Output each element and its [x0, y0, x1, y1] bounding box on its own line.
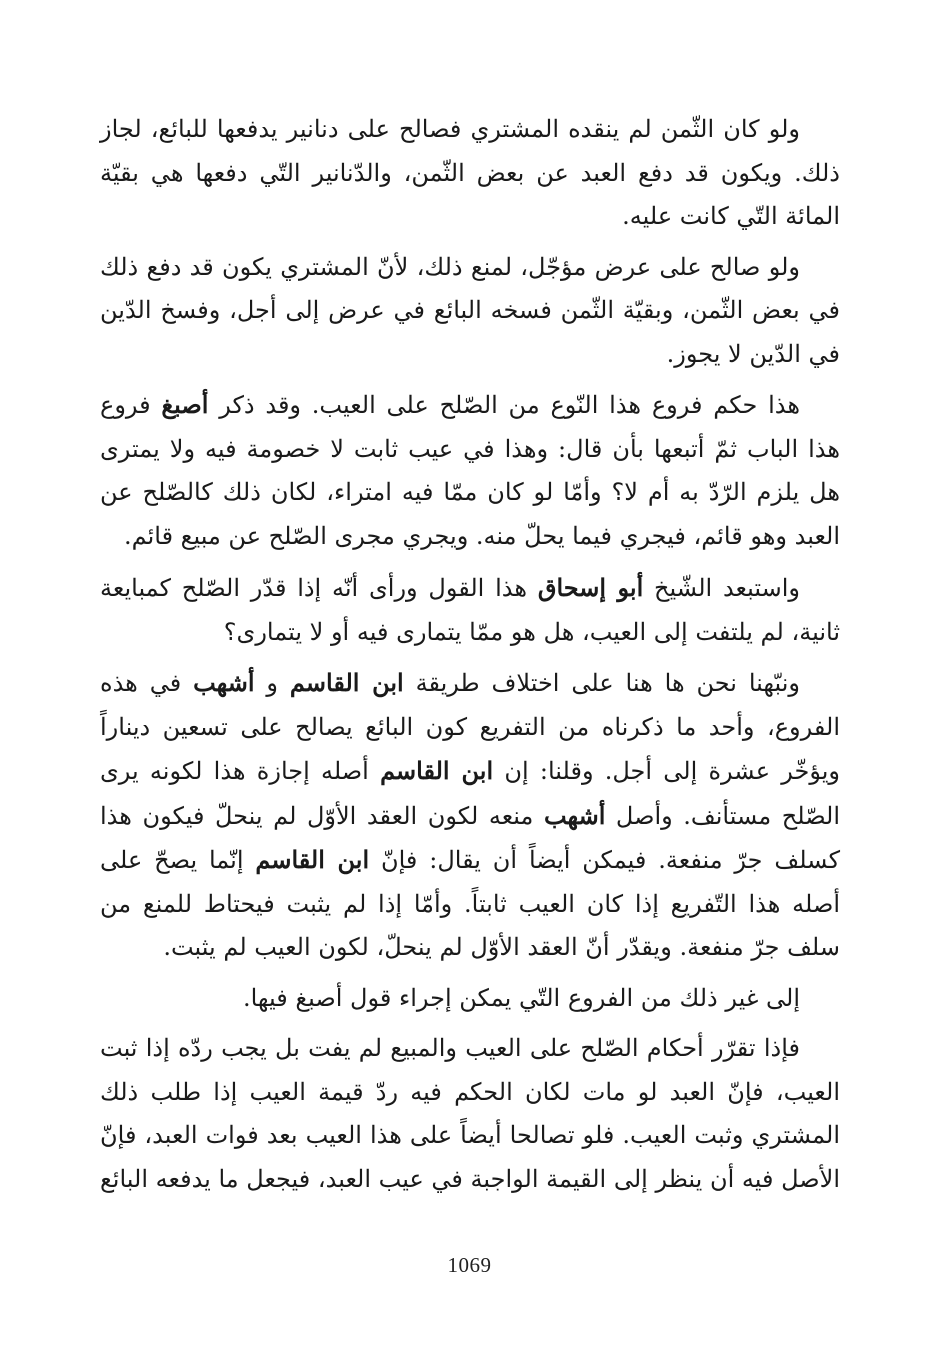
paragraph-3-text-b: فروع هذا الباب ثمّ أتبعها بأن قال: وهذا في عيب ثابت لا خصومة فيه ولا يمترى هل يلزم الرّدّ به أم لا؟ وأمّا لو كان ممّا فيه امتراء، لكان ذلك كالصّلح عن العبد وهو قائم، فيجري فيما يحلّ منه. ويجري مجرى الصّلح عن مبيع قائم. — [100, 391, 840, 550]
paragraph-2 — [100, 246, 840, 377]
paragraph-7 — [100, 1027, 840, 1201]
paragraph-1-text: ولو كان الثّمن لم ينقده المشتري فصالح على دنانير يدفعها للبائع، لجاز ذلك. ويكون قد دفع العبد عن بعض الثّمن، والدّنانير التّي دفعها هي بقيّة المائة التّي كانت عليه. — [100, 115, 840, 230]
name-ashhab: أشهب — [193, 668, 255, 697]
paragraph-5-text-e: منعه لكون العقد الأوّل لم ينحلّ فيكون هذا كسلف جرّ منفعة. فيمكن أيضاً أن يقال: فإنّ — [100, 801, 840, 874]
paragraph-3 — [100, 383, 840, 558]
paragraph-5-text-c: في هذه الفروع، وأحد ما ذكرناه من التفريع كون البائع يصالح على تسعين ديناراً ويؤخّر عشرة إلى أجل. وقلنا: إن — [100, 669, 840, 785]
name-ashhab: أشهب — [543, 800, 606, 830]
paragraph-4-text-a: واستبعد الشّيخ — [643, 574, 800, 602]
paragraph-5 — [100, 661, 840, 970]
page-body — [100, 108, 840, 1208]
paragraph-1 — [100, 108, 840, 239]
paragraph-5-text-f: إنّما يصحّ على أصله هذا التّفريع إذا كان العيب ثابتاً. وأمّا إذا لم يثبت فيحتاط للمنع من سلف جرّ منفعة. ويقدّر أنّ العقد الأوّل لم ينحلّ، لكون العيب لم يثبت. — [100, 846, 840, 961]
page-number: 1069 — [447, 1253, 492, 1277]
paragraph-2-text: ولو صالح على عرض مؤجّل، لمنع ذلك، لأنّ المشتري يكون قد دفع ذلك في بعض الثّمن، وبقيّة الثّمن فسخه البائع في عرض إلى أجل، وفسخ الدّين في الدّين لا يجوز. — [100, 252, 840, 368]
name-abu-ishaq: أبو إسحاق — [537, 573, 644, 602]
paragraph-4-text-b: هذا القول ورأى أنّه إذا قدّر الصّلح كمبايعة ثانية، لم يلتفت إلى العيب، هل هو ممّا يتمارى فيه أو لا يتمارى؟ — [100, 574, 840, 646]
paragraph-5-text-d: أصله إجازة هذا لكونه يرى الصّلح مستأنف. وأصل — [100, 757, 841, 830]
paragraph-6 — [100, 977, 840, 1021]
paragraph-5-text-a: ونبّهنا نحن ها هنا على اختلاف طريقة — [403, 669, 800, 697]
paragraph-3-text-a: هذا حكم فروع هذا النّوع من الصّلح على العيب. وقد ذكر — [208, 391, 800, 419]
name-ibn-al-qasim: ابن القاسم — [380, 756, 494, 785]
paragraph-7-text: فإذا تقرّر أحكام الصّلح على العيب والمبيع لم يفت بل يجب ردّه إذا ثبت العيب، فإنّ العبد لو مات لكان الحكم فيه ردّ قيمة العيب إذا طلب ذلك المشتري وثبت العيب. فلو تصالحا أيضاً على هذا العيب بعد فوات العبد، فإنّ الأصل فيه أن ينظر إلى القيمة الواجبة في عيب العبد، فيجعل ما يدفعه البائع — [100, 1034, 840, 1193]
paragraph-4 — [100, 566, 840, 654]
paragraph-5-text-b: و — [254, 669, 290, 697]
name-ibn-al-qasim: ابن القاسم — [255, 845, 370, 874]
name-ibn-al-qasim: ابن القاسم — [289, 668, 404, 697]
name-asbagh: أصبغ — [161, 390, 209, 419]
paragraph-6-text: إلى غير ذلك من الفروع التّي يمكن إجراء قول أصبغ فيها. — [242, 983, 800, 1012]
